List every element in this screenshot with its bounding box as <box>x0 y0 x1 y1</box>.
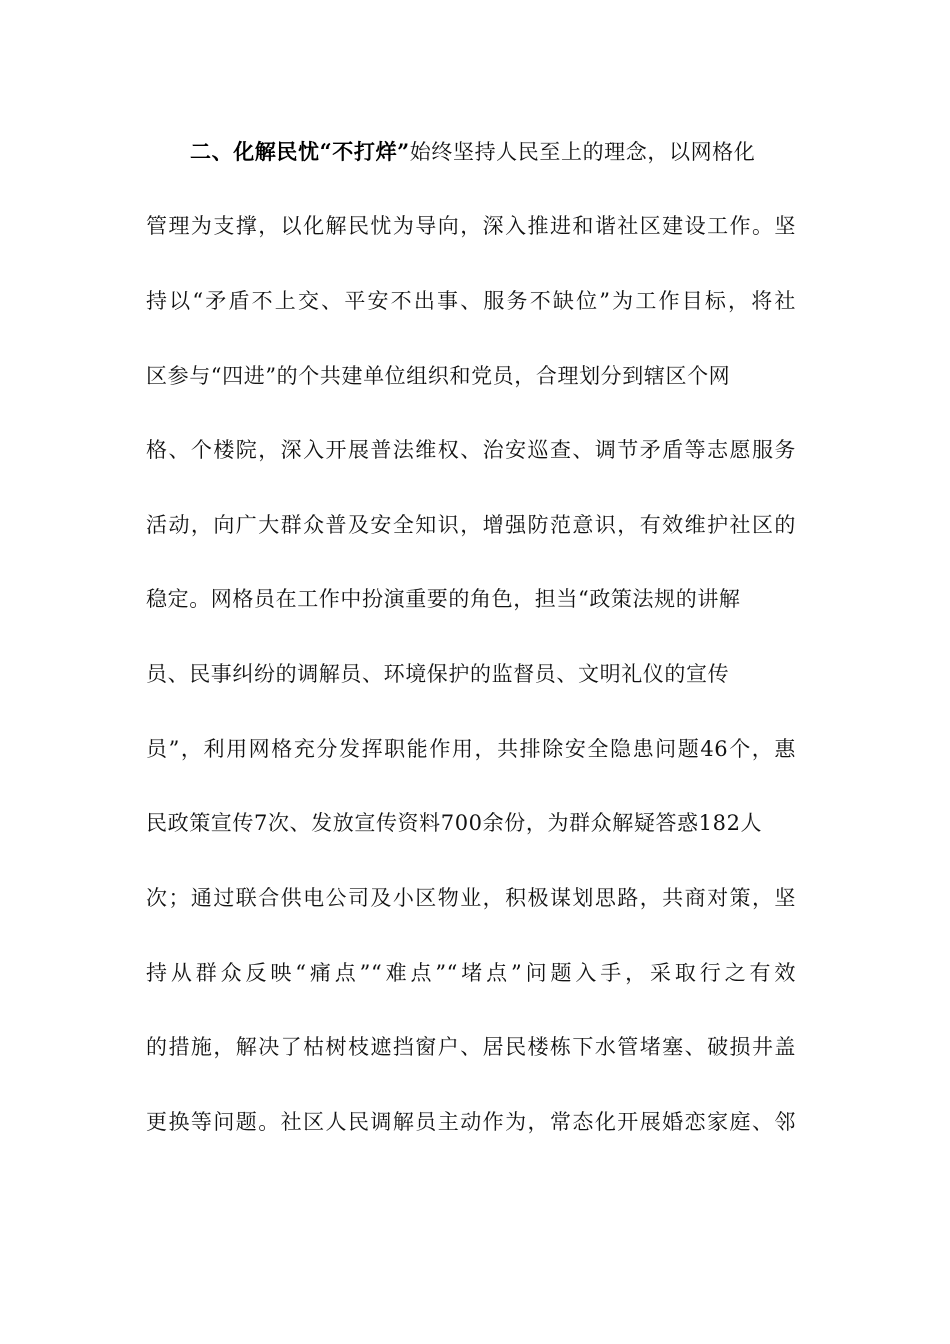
paragraph-line-7: 稳定。网格员在工作中扮演重要的角色，担当“政策法规的讲解 <box>146 587 741 611</box>
paragraph-line-8: 员、民事纠纷的调解员、环境保护的监督员、文明礼仪的宣传 <box>146 662 730 686</box>
paragraph-line-10: 民政策宣传7次、发放宣传资料700余份，为群众解疑答惑182人 <box>146 811 763 835</box>
paragraph-line-4: 区参与“四进”的个共建单位组织和党员，合理划分到辖区个网 <box>146 364 731 388</box>
paragraph-line-5: 格、个楼院，深入开展普法维权、治安巡查、调节矛盾等志愿服务 <box>146 438 796 462</box>
paragraph-line-11: 次；通过联合供电公司及小区物业，积极谋划思路，共商对策，坚 <box>146 886 796 910</box>
paragraph-text: 始终坚持人民至上的理念，以网格化 <box>409 140 756 164</box>
paragraph-line-2: 管理为支撑，以化解民忧为导向，深入推进和谐社区建设工作。坚 <box>146 214 796 238</box>
paragraph-line-9: 员”，利用网格充分发挥职能作用，共排除安全隐患问题46个，惠 <box>146 737 796 761</box>
paragraph-line-3: 持以“矛盾不上交、平安不出事、服务不缺位”为工作目标，将社 <box>146 289 796 313</box>
paragraph-line-13: 的措施，解决了枯树枝遮挡窗户、居民楼栋下水管堵塞、破损井盖 <box>146 1035 796 1059</box>
paragraph-line-6: 活动，向广大群众普及安全知识，增强防范意识，有效维护社区的 <box>146 513 796 537</box>
paragraph-line-14: 更换等问题。社区人民调解员主动作为，常态化开展婚恋家庭、邻 <box>146 1110 796 1134</box>
paragraph-line-1 <box>190 137 796 167</box>
paragraph-line-12: 持从群众反映“痛点”“难点”“堵点”问题入手，采取行之有效 <box>146 961 796 985</box>
section-heading: 二、化解民忧“不打烊” <box>190 139 410 164</box>
